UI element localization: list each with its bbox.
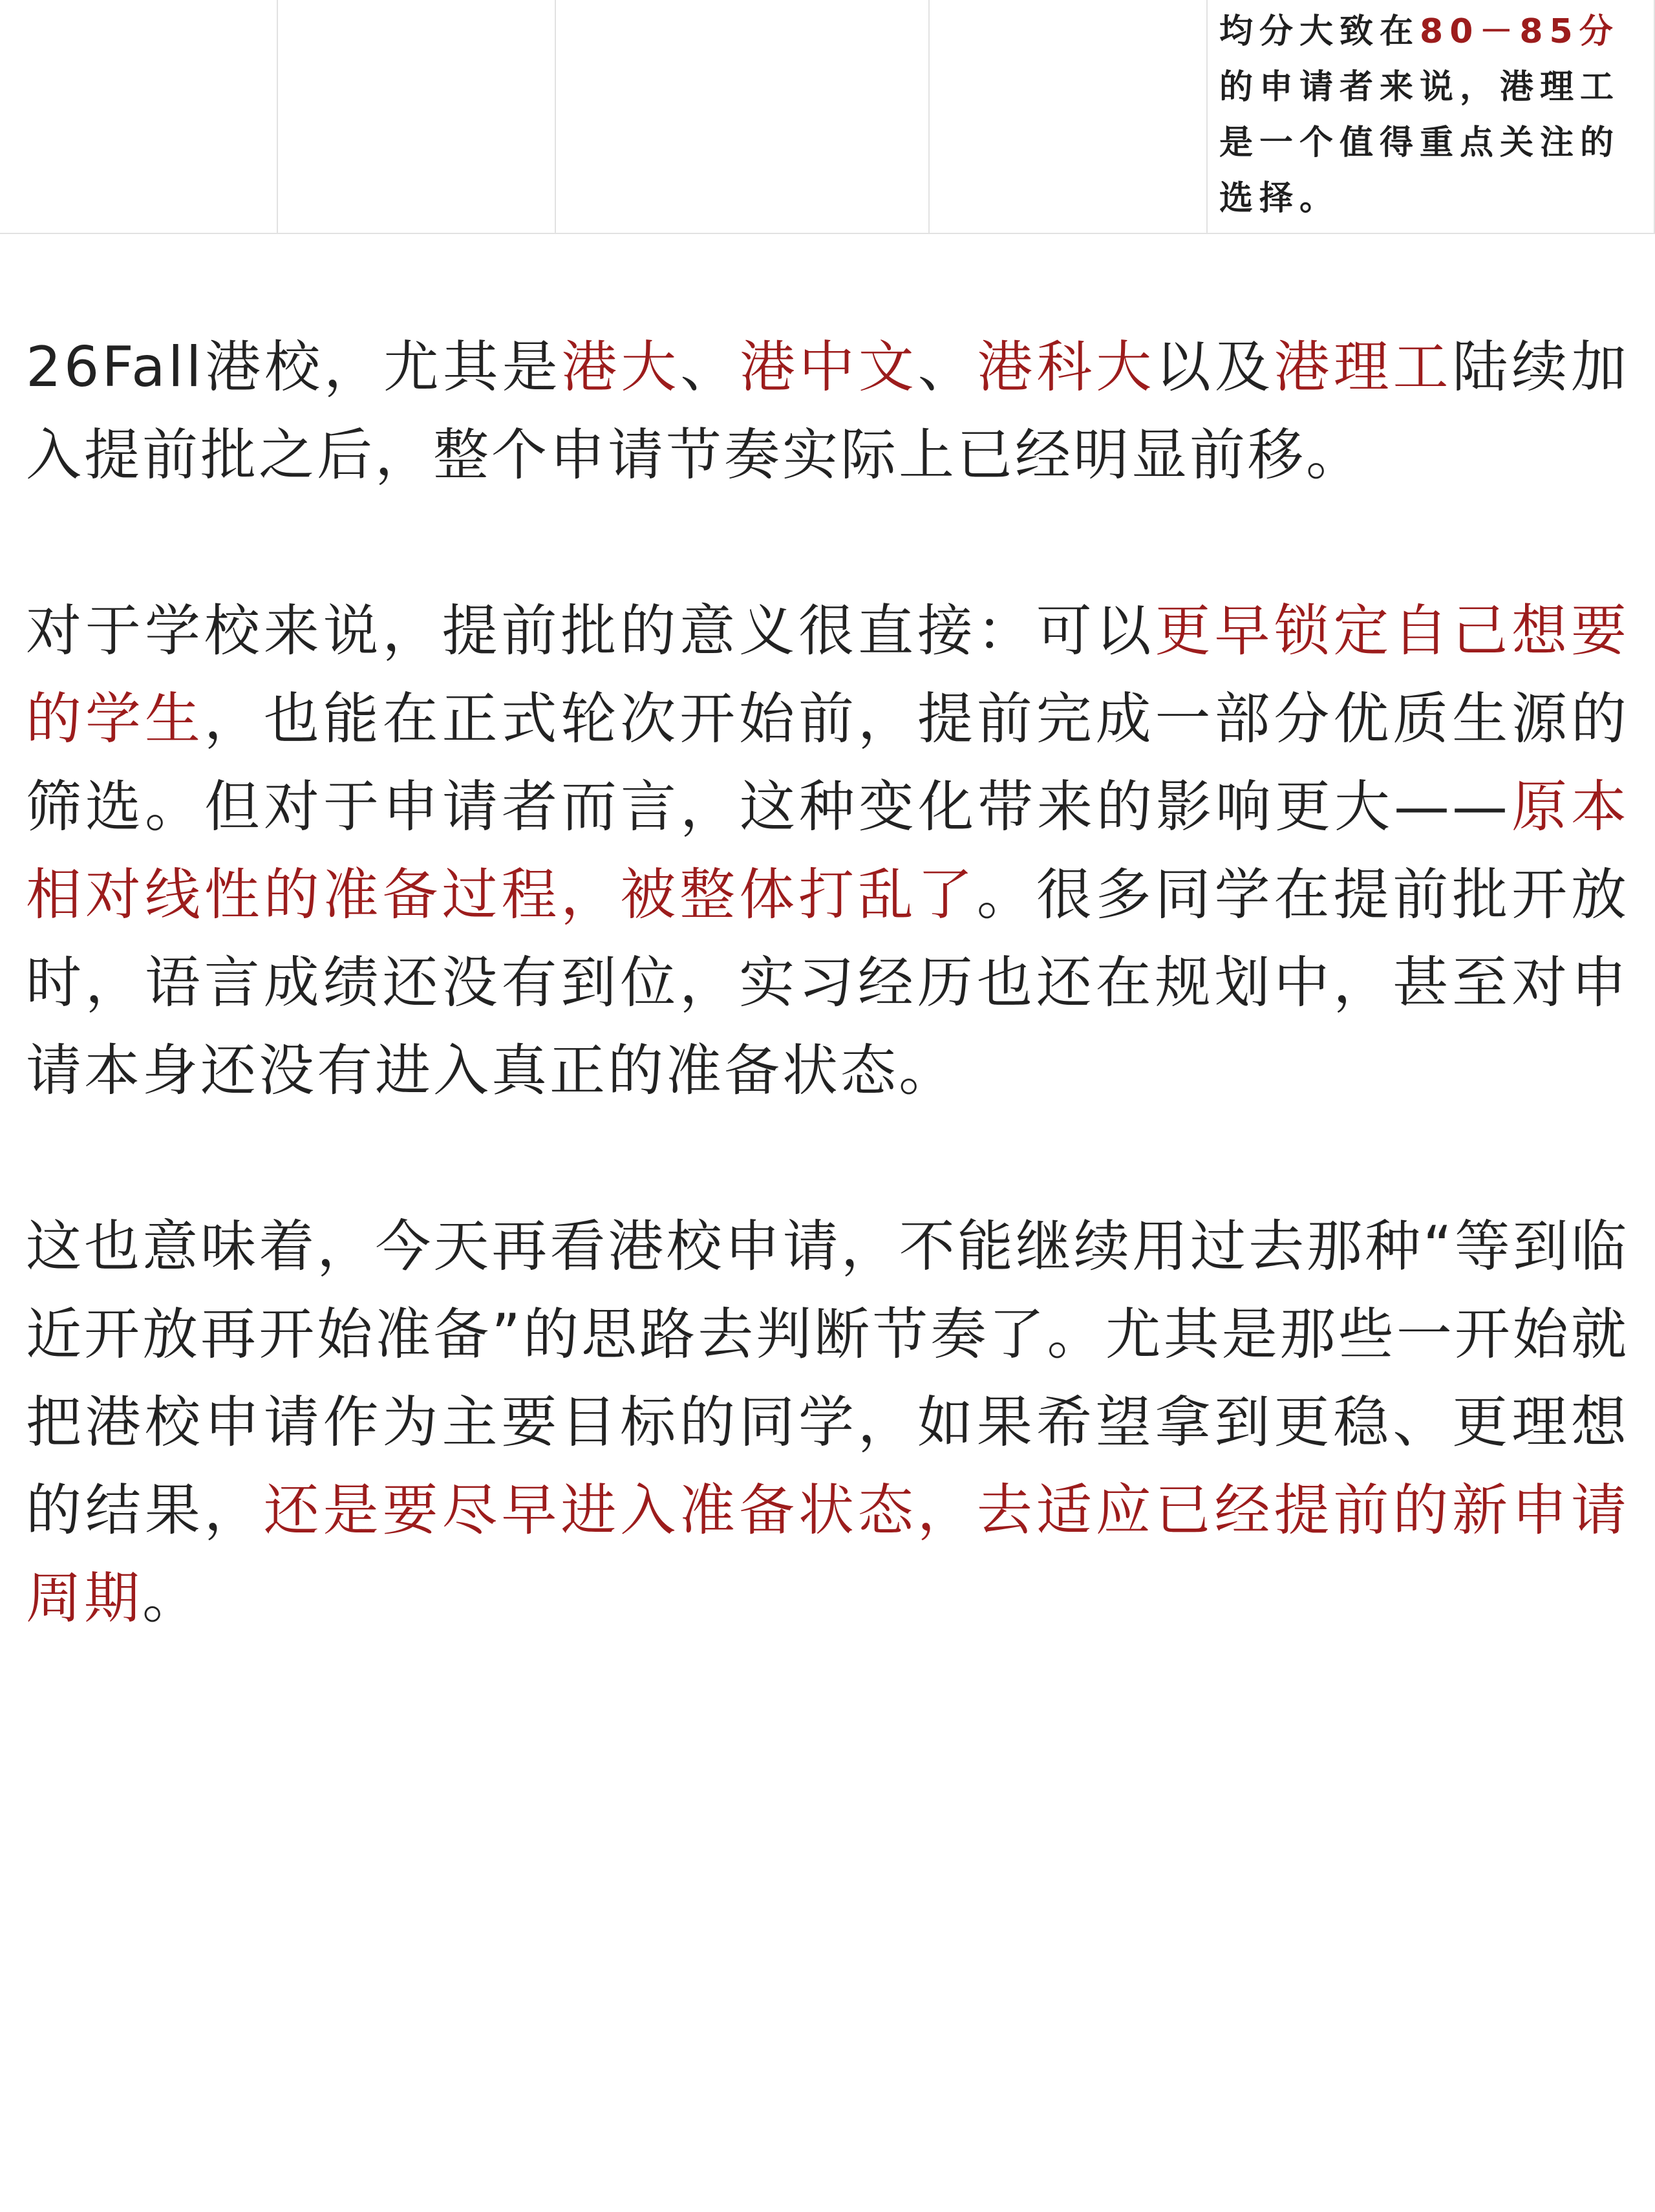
table-cell-text (1219, 4, 1643, 226)
text-segment: 对于学校来说，提前批的意义很直接：可以 (26, 599, 1155, 663)
article-body (26, 323, 1629, 1730)
highlight-segment: 港科大 (977, 335, 1156, 400)
table-cell-1 (0, 0, 278, 233)
text-segment: 以及 (1155, 335, 1274, 400)
table-cell-3 (556, 0, 930, 233)
highlight-segment: 更早锁定自己想要的学生 (26, 599, 1630, 751)
highlight-segment: 原本相对线性的准备过程，被整体打乱了 (26, 775, 1629, 927)
text-segment: 。 (142, 1566, 200, 1631)
cell-segment: 的申请者来说，港理工是一个值得重点关注的选择。 (1219, 68, 1621, 218)
highlight-segment: 还是要尽早进入准备状态，去适应已经提前的新申请周期 (26, 1478, 1630, 1631)
paragraph-3 (26, 1203, 1629, 1642)
paragraph-1 (26, 323, 1629, 499)
highlight-segment: 港大 (561, 335, 681, 400)
text-segment: 、 (680, 335, 740, 400)
highlight-segment: 港理工 (1274, 335, 1453, 400)
paragraph-2 (26, 587, 1629, 1115)
cell-segment: 均分大致在 (1219, 12, 1420, 51)
cell-segment-highlight: 80－85分 (1420, 12, 1619, 51)
text-segment: 。很多同学在提前批开放时，语言成绩还没有到位，实习经历也还在规划中，甚至对申请本身还没有进入真正的准备状态。 (26, 863, 1630, 1103)
comparison-table-fragment (0, 0, 1655, 234)
table-cell-4 (930, 0, 1208, 233)
table-cell-2 (278, 0, 556, 233)
text-segment: ，也能在正式轮次开始前，提前完成一部分优质生源的筛选。但对于申请者而言，这种变化带来的影响更大—— (26, 687, 1630, 839)
text-segment: 陆续加入提前批之后，整个申请节奏实际上已经明显前移。 (26, 335, 1630, 488)
table-cell-5 (1208, 0, 1655, 233)
highlight-segment: 港中文 (740, 335, 918, 400)
text-segment: 26Fall港校，尤其是 (26, 335, 562, 400)
text-segment: 这也意味着，今天再看港校申请，不能继续用过去那种“等到临近开放再开始准备”的思路去判断节奏了。尤其是那些一开始就把港校申请作为主要目标的同学，如果希望拿到更稳、更理想的结果， (26, 1214, 1629, 1543)
text-segment: 、 (917, 335, 977, 400)
